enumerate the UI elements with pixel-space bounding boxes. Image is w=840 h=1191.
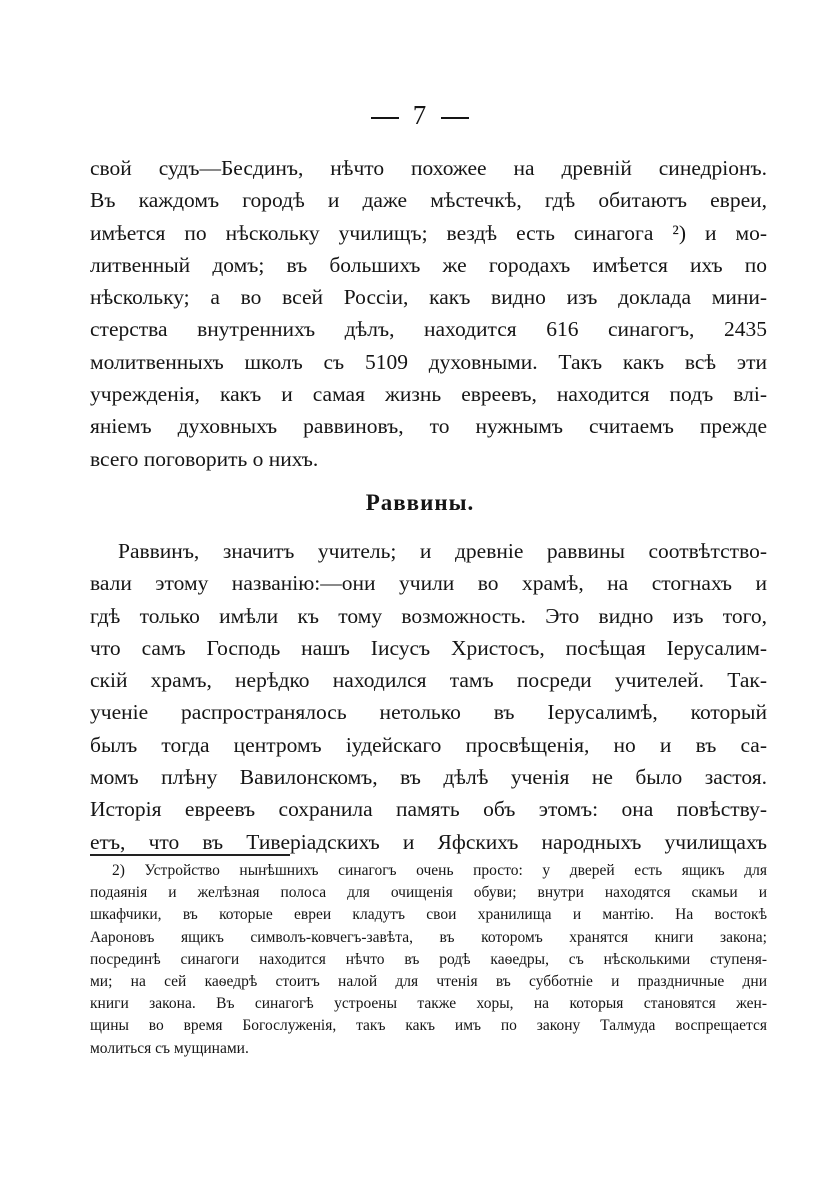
footnote-line: посрединѣ синагоги находится нѣчто въ родѣ каѳедры, съ нѣсколькими ступеня- [90,950,767,968]
paragraph-1 [90,152,767,475]
right-dash [441,117,469,119]
text-line: былъ тогда центромъ іудейскаго просвѣщенія, но и въ са- [90,732,767,757]
text-line: имѣется по нѣскольку училищъ; вездѣ есть синагога ²) и мо- [90,220,767,245]
text-line: вали этому названію:—они учили во храмѣ, на стогнахъ и [90,571,767,596]
text-line: етъ, что въ Тиверіадскихъ и Яфскихъ народныхъ училищахъ [90,829,767,854]
text-line: Въ каждомъ городѣ и даже мѣстечкѣ, гдѣ обитаютъ евреи, [90,188,767,213]
text-line: Исторія евреевъ сохранила память объ этомъ: она повѣству- [90,797,767,822]
section-heading: Раввины. [365,490,475,515]
text-line: момъ плѣну Вавилонскомъ, въ дѣлѣ ученія не было застоя. [90,765,767,790]
footnote-line: ми; на сей каѳедрѣ стоитъ налой для чтенія въ субботніе и праздничные дни [90,972,767,990]
text-line: стерства внутреннихъ дѣлъ, находится 616 синагогъ, 2435 [90,317,767,342]
footnote-divider [90,854,290,856]
footnote-line: Аароновъ ящикъ символъ-ковчегъ-завѣта, въ которомъ хранятся книги закона; [90,928,767,946]
footnote-line: 2) Устройство нынѣшнихъ синагогъ очень просто: у дверей есть ящикъ для [112,862,767,879]
footnote-line: шкафчики, въ которые евреи кладутъ свои хранилища и мантію. На востокѣ [90,906,767,924]
footnote-line: подаянія и желѣзная полоса для очищенія обуви; внутри находятся скамьи и [90,884,767,902]
page-number [0,100,840,131]
text-line: свой судъ—Бесдинъ, нѣчто похожее на древній синедріонъ. [90,156,767,180]
text-line: учрежденія, какъ и самая жизнь евреевъ, находится подъ влі- [90,382,767,407]
text-line: скій храмъ, нерѣдко находился тамъ посреди учителей. Так- [90,668,767,693]
footnote-line: щины во время Богослуженія, такъ какъ имъ по закону Талмуда воспрещается [90,1017,767,1035]
footnote-line: книги закона. Въ синагогѣ устроены также хоры, на которыя становятся жен- [90,995,767,1013]
text-line: всего поговорить о нихъ. [90,446,319,471]
text-line: гдѣ только имѣли къ тому возможность. Это видно изъ того, [90,603,767,628]
footnote-line: молиться съ мущинами. [90,1039,249,1057]
text-line: молитвенныхъ школъ съ 5109 духовными. Такъ какъ всѣ эти [90,349,767,374]
paragraph-2 [90,535,767,858]
text-line: нѣскольку; а во всей Россіи, какъ видно изъ доклада мини- [90,285,767,310]
text-line: Раввинъ, значитъ учитель; и древніе раввины соотвѣтство- [118,539,767,563]
text-line: что самъ Господь нашъ Іисусъ Христосъ, посѣщая Іерусалим- [90,635,767,660]
text-line: ученіе распространялось нетолько въ Іерусалимѣ, который [90,700,767,725]
footnote [90,860,767,1060]
text-line: литвенный домъ; въ большихъ же городахъ имѣется ихъ по [90,252,767,277]
left-dash [371,117,399,119]
page-number-value: 7 [412,100,428,130]
text-line: яніемъ духовныхъ раввиновъ, то нужнымъ считаемъ прежде [90,414,767,439]
